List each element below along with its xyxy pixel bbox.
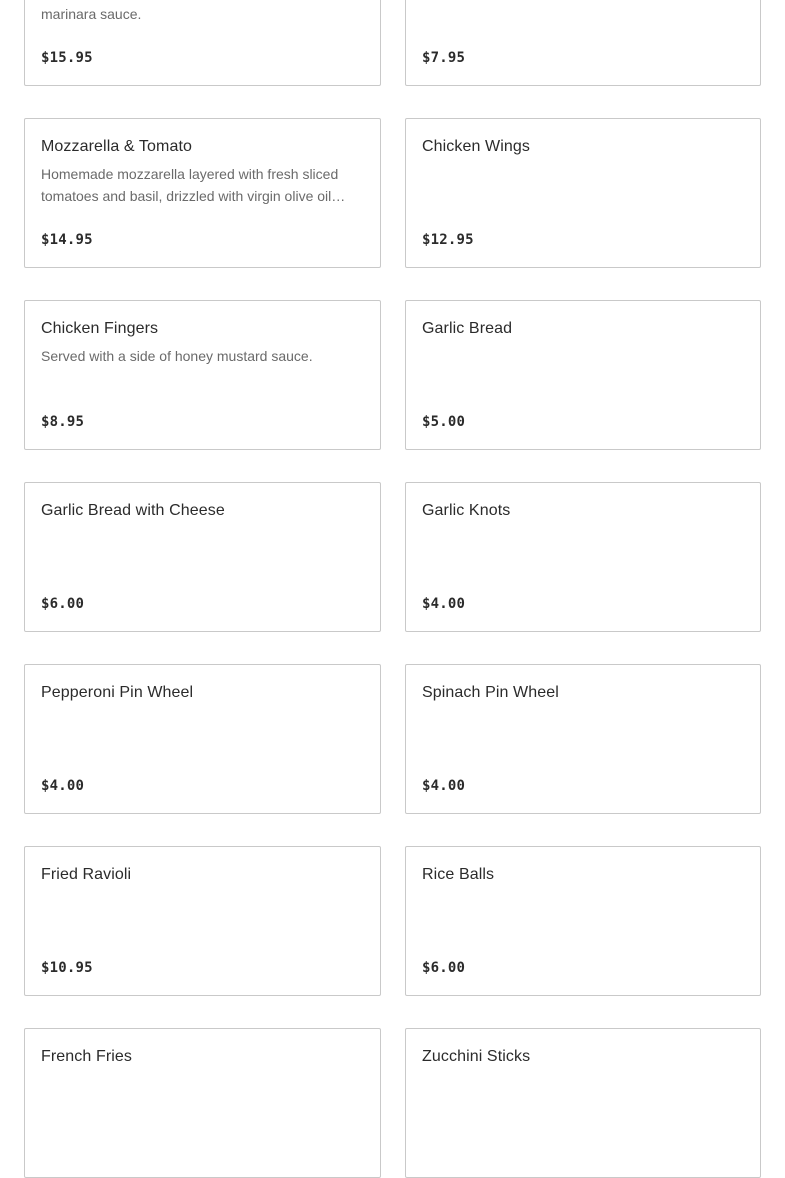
menu-item-title: Pepperoni Pin Wheel bbox=[41, 684, 194, 701]
menu-item-card-zucchini-sticks[interactable] bbox=[405, 1028, 761, 1178]
menu-item-title: Mozzarella & Tomato bbox=[41, 138, 193, 155]
menu-item-card[interactable] bbox=[24, 0, 381, 86]
menu-item-title: Rice Balls bbox=[422, 866, 495, 883]
menu-item-description: Homemade mozzarella layered with fresh sliced tomatoes and basil, drizzled with virgin olive oil… bbox=[41, 166, 346, 204]
menu-item-title: Garlic Bread bbox=[422, 320, 513, 337]
menu-item-price: $12.95 bbox=[422, 232, 474, 248]
menu-item-card-garlic-bread[interactable] bbox=[405, 300, 761, 450]
menu-item-card-chicken-fingers[interactable] bbox=[24, 300, 381, 450]
menu-item-title: Fried Ravioli bbox=[41, 866, 132, 883]
menu-item-title: Zucchini Sticks bbox=[422, 1048, 531, 1065]
menu-item-price: $4.00 bbox=[422, 778, 466, 794]
menu-item-title: Chicken Fingers bbox=[41, 320, 159, 337]
menu-item-price: $15.95 bbox=[41, 50, 93, 66]
menu-item-card-garlic-knots[interactable] bbox=[405, 482, 761, 632]
menu-item-price: $10.95 bbox=[41, 960, 93, 976]
menu-item-card-pepperoni-pin-wheel[interactable] bbox=[24, 664, 381, 814]
menu-item-price: $5.00 bbox=[422, 414, 466, 430]
menu-item-price: $4.00 bbox=[41, 778, 85, 794]
menu-item-price: $7.95 bbox=[422, 50, 466, 66]
menu-item-title: Garlic Knots bbox=[422, 502, 511, 519]
menu-item-title: Spinach Pin Wheel bbox=[422, 684, 559, 701]
menu-item-card-spinach-pin-wheel[interactable] bbox=[405, 664, 761, 814]
menu-item-price: $4.00 bbox=[422, 596, 466, 612]
menu-item-description: Served with a side of honey mustard sauce. bbox=[41, 348, 313, 364]
menu-item-card-garlic-bread-with-cheese[interactable] bbox=[24, 482, 381, 632]
menu-item-price: $8.95 bbox=[41, 414, 85, 430]
menu-item-title: French Fries bbox=[41, 1048, 132, 1065]
menu-item-card-french-fries[interactable] bbox=[24, 1028, 381, 1178]
menu-item-price: $14.95 bbox=[41, 232, 93, 248]
menu-items-grid bbox=[24, 0, 761, 1178]
menu-item-card-mozzarella-tomato[interactable] bbox=[24, 118, 381, 268]
menu-item-description: marinara sauce. bbox=[41, 6, 142, 22]
menu-item-price: $6.00 bbox=[422, 960, 466, 976]
menu-item-card-fried-ravioli[interactable] bbox=[24, 846, 381, 996]
menu-item-card[interactable] bbox=[405, 0, 761, 86]
menu-item-card-chicken-wings[interactable] bbox=[405, 118, 761, 268]
menu-item-title: Garlic Bread with Cheese bbox=[41, 502, 225, 519]
menu-item-title: Chicken Wings bbox=[422, 138, 531, 155]
menu-item-card-rice-balls[interactable] bbox=[405, 846, 761, 996]
menu-item-price: $6.00 bbox=[41, 596, 85, 612]
